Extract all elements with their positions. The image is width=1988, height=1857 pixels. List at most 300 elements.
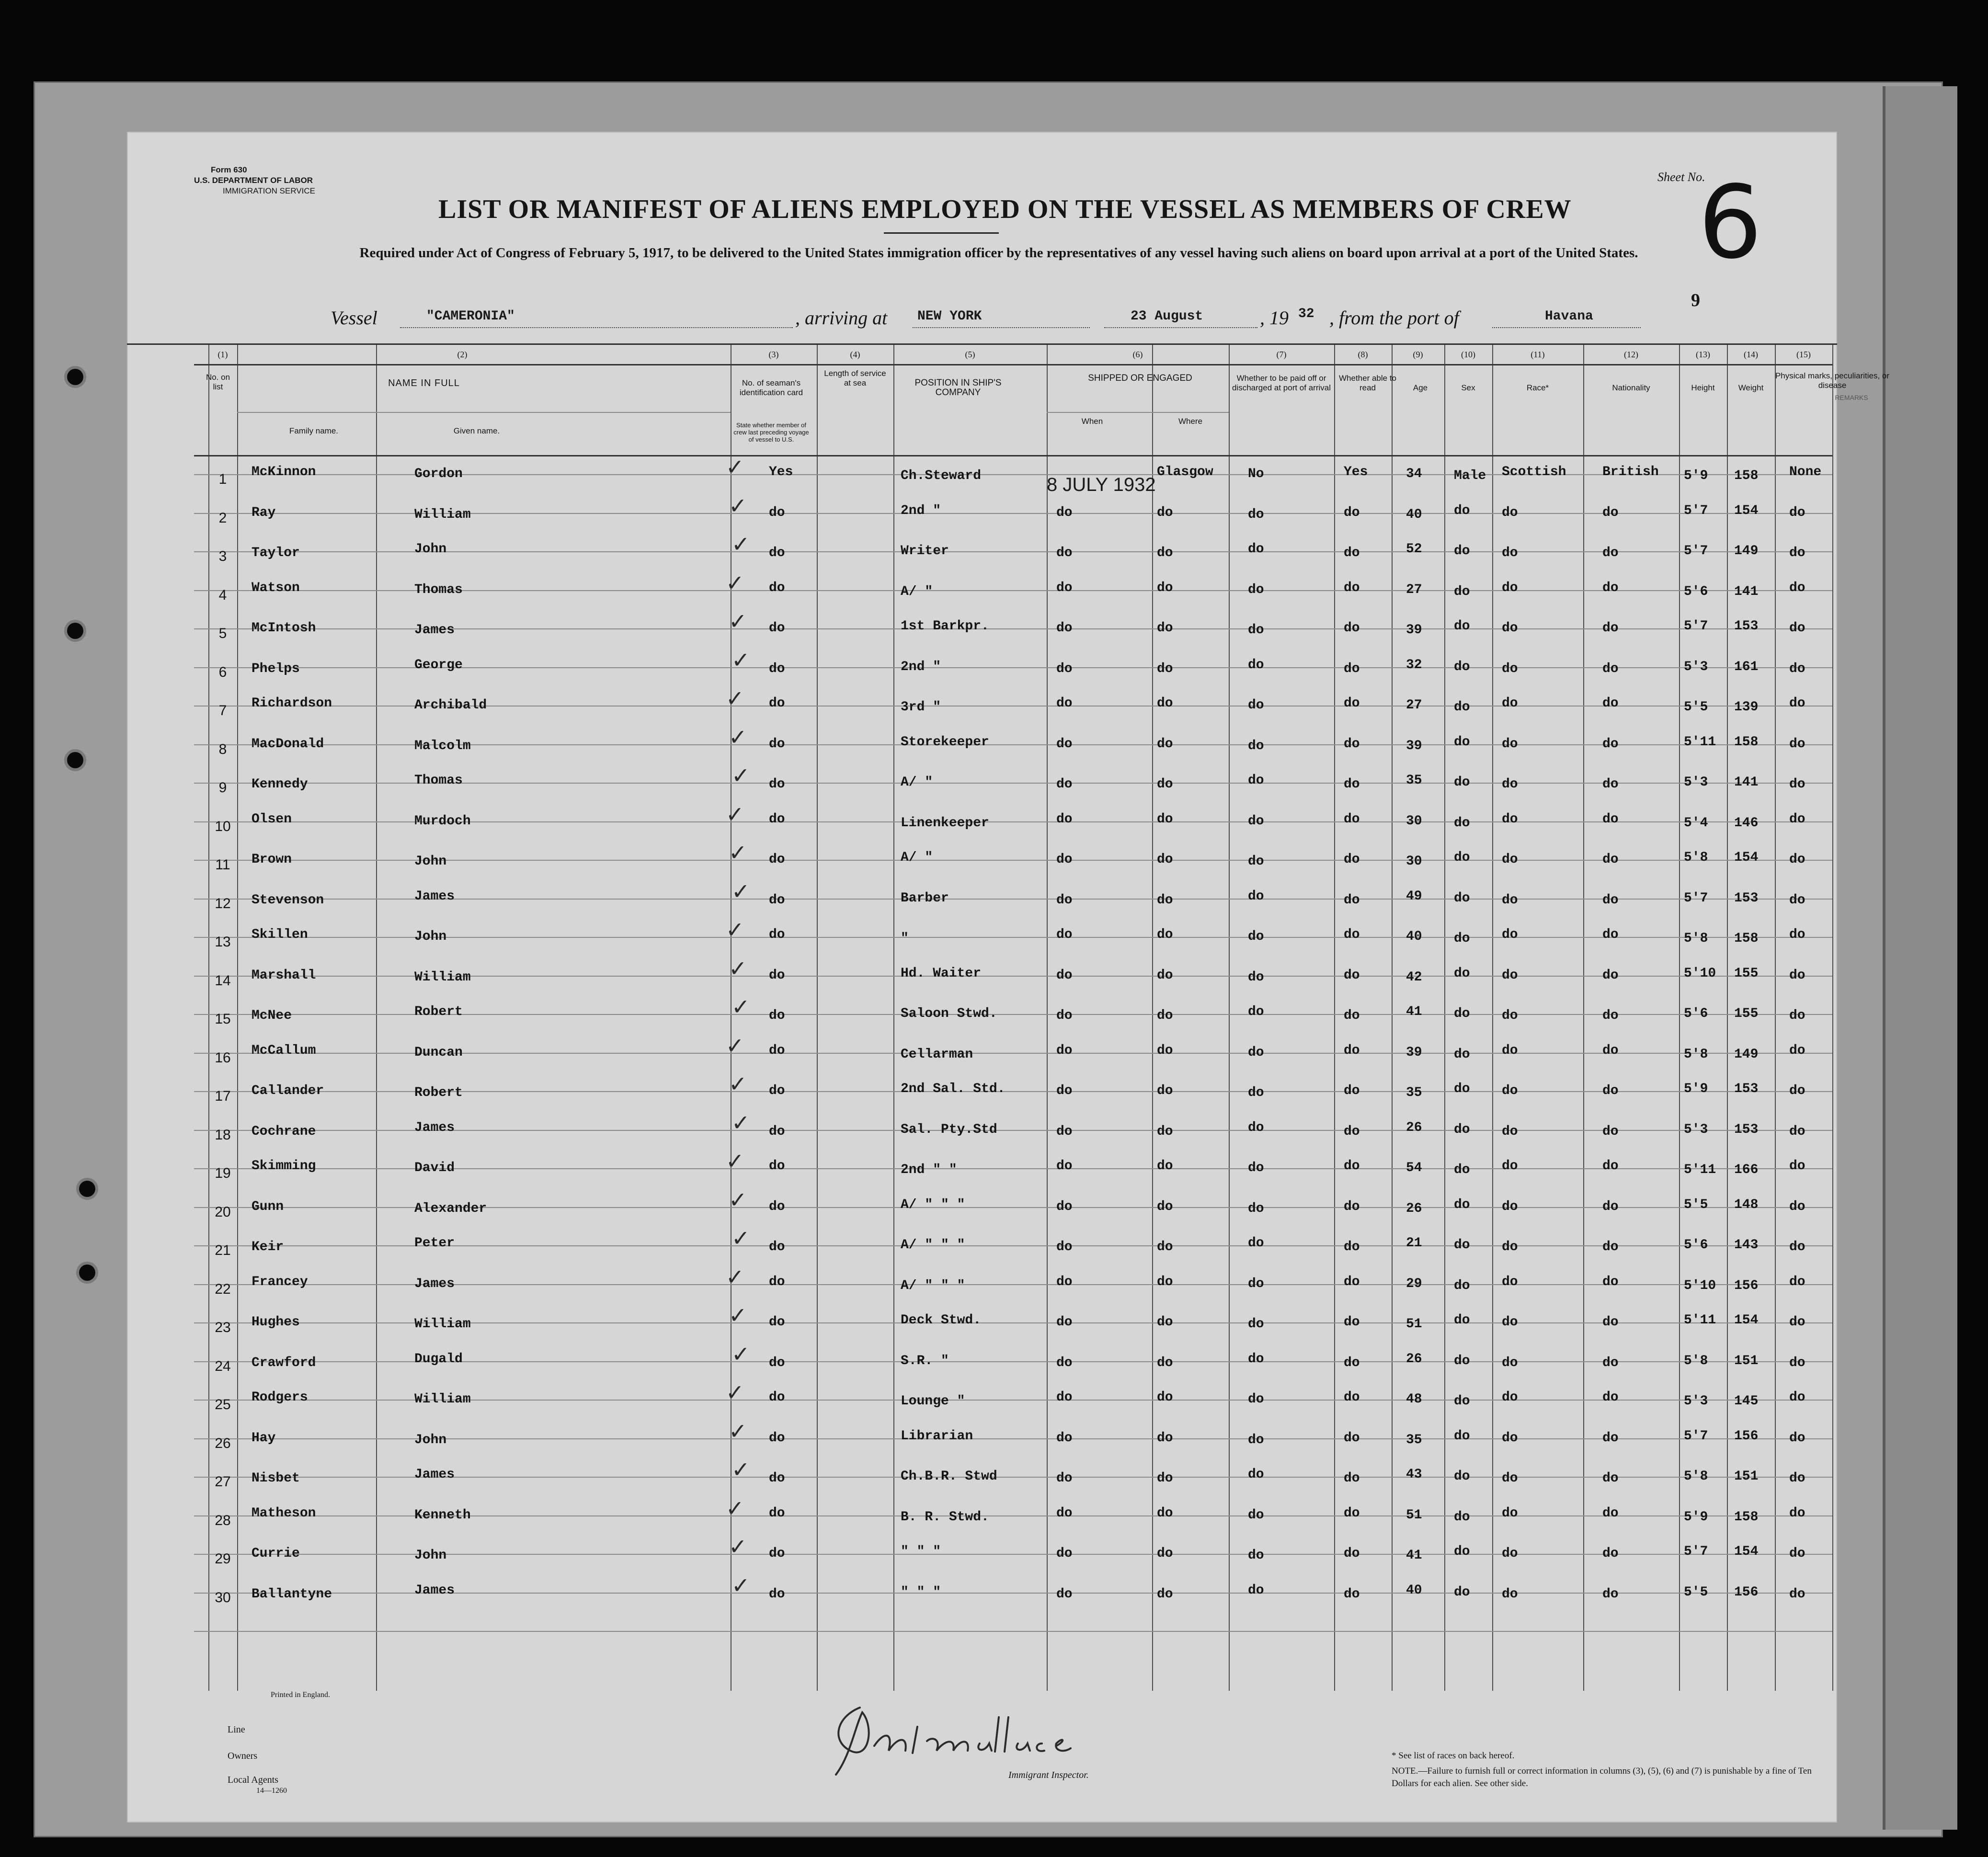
arrival-year: 32 <box>1298 307 1314 321</box>
cell-position: 1st Barkpr. <box>901 619 989 634</box>
cell-family: McCallum <box>251 1043 316 1058</box>
cell-where: do <box>1157 1505 1173 1521</box>
cell-age: 49 <box>1406 889 1422 904</box>
dotted-rule <box>1492 327 1641 328</box>
cell-nat: do <box>1602 1390 1619 1405</box>
col-head-id-card-note: State whether member of crew last preceding voyage of vessel to U.S. <box>733 422 809 443</box>
row-number: 10 <box>215 818 231 834</box>
cell-card: do <box>769 892 785 908</box>
cell-marks: do <box>1789 892 1805 908</box>
cell-race: do <box>1502 1043 1518 1058</box>
cell-when: do <box>1056 580 1073 595</box>
cell-family: Hay <box>251 1430 276 1446</box>
cell-given: Robert <box>414 1085 463 1100</box>
row-number: 27 <box>215 1474 231 1490</box>
cell-position: Deck Stwd. <box>901 1313 982 1328</box>
cell-family: Taylor <box>251 546 300 560</box>
cell-position: A/ " " " <box>901 1278 965 1293</box>
cell-age: 35 <box>1406 1085 1422 1100</box>
check-mark-icon: ✓ <box>729 1418 747 1444</box>
cell-sex: do <box>1454 1544 1470 1559</box>
cell-sex: do <box>1454 815 1470 831</box>
cell-nat: British <box>1602 465 1659 479</box>
column-number: (13) <box>1696 350 1710 359</box>
department-label: U.S. DEPARTMENT OF LABOR <box>194 176 313 185</box>
vessel-name: "CAMERONIA" <box>426 309 515 324</box>
cell-position: Librarian <box>901 1428 973 1444</box>
cell-height: 5'5 <box>1684 1584 1708 1600</box>
cell-given: Gordon <box>414 467 463 481</box>
cell-family: Ray <box>251 505 276 520</box>
cell-weight: 156 <box>1734 1428 1759 1444</box>
cell-weight: 158 <box>1734 734 1759 750</box>
cell-where: do <box>1157 777 1173 792</box>
cell-where: do <box>1157 1471 1173 1486</box>
cell-weight: 154 <box>1734 1544 1759 1559</box>
row-number: 4 <box>218 587 227 603</box>
cell-read: do <box>1344 736 1360 752</box>
cell-age: 54 <box>1406 1161 1422 1175</box>
col-head-remarks: REMARKS <box>1835 394 1868 401</box>
cell-nat: do <box>1602 1505 1619 1521</box>
cell-family: Kennedy <box>251 777 308 792</box>
cell-card: do <box>769 1505 785 1521</box>
cell-where: do <box>1157 852 1173 867</box>
cell-where: do <box>1157 1586 1173 1602</box>
cell-position: A/ " <box>901 850 933 865</box>
cell-weight: 153 <box>1734 1082 1759 1096</box>
cell-age: 27 <box>1406 582 1422 597</box>
cell-position: A/ " <box>901 775 933 790</box>
col-head-nationality: Nationality <box>1612 383 1650 392</box>
cell-given: William <box>414 1392 471 1407</box>
cell-age: 26 <box>1406 1351 1422 1367</box>
cell-nat: do <box>1602 1586 1619 1602</box>
cell-family: Marshall <box>251 968 316 983</box>
cell-read: do <box>1344 1355 1360 1370</box>
cell-nat: do <box>1602 1274 1619 1289</box>
cell-race: do <box>1502 546 1518 560</box>
cell-read: do <box>1344 1008 1360 1023</box>
column-number: (3) <box>768 350 779 359</box>
check-mark-icon: ✓ <box>731 647 750 673</box>
cell-sex: do <box>1454 1162 1470 1177</box>
col-head-no: No. on list <box>206 373 230 391</box>
arriving-label: , arriving at <box>795 307 888 329</box>
cell-card: do <box>769 811 785 827</box>
cell-race: do <box>1502 777 1518 792</box>
cell-paid: do <box>1248 1548 1264 1563</box>
column-number: (12) <box>1624 350 1638 359</box>
cell-age: 30 <box>1406 854 1422 869</box>
header-rule <box>194 455 1832 456</box>
cell-given: Duncan <box>414 1045 463 1060</box>
check-mark-icon: ✓ <box>726 570 744 596</box>
cell-position: Lounge " <box>901 1394 965 1409</box>
cell-paid: do <box>1248 542 1264 557</box>
cell-card: do <box>769 696 785 711</box>
cell-paid: do <box>1248 1432 1264 1447</box>
cell-family: Matheson <box>251 1505 316 1521</box>
from-port-label: , from the port of <box>1329 307 1459 329</box>
cell-race: do <box>1502 505 1518 520</box>
cell-position: A/ " <box>901 584 933 599</box>
dotted-rule <box>400 327 793 328</box>
cell-read: do <box>1344 1274 1360 1289</box>
cell-sex: do <box>1454 503 1470 518</box>
cell-card: do <box>769 736 785 752</box>
cell-nat: do <box>1602 580 1619 595</box>
cell-card: do <box>769 1043 785 1058</box>
col-head-sex: Sex <box>1461 383 1475 392</box>
cell-sex: do <box>1454 619 1470 634</box>
cell-when: do <box>1056 1083 1073 1098</box>
check-mark-icon: ✓ <box>731 1457 750 1482</box>
cell-paid: do <box>1248 1045 1264 1060</box>
cell-card: do <box>769 777 785 792</box>
column-rule <box>1392 345 1393 1691</box>
cell-race: do <box>1502 811 1518 827</box>
printed-note: Printed in England. <box>271 1691 330 1699</box>
cell-marks: do <box>1789 696 1805 711</box>
row-number: 29 <box>215 1551 231 1567</box>
cell-card: do <box>769 1159 785 1173</box>
crew-table <box>194 345 1890 1686</box>
cell-given: Robert <box>414 1004 463 1019</box>
race-note: * See list of races on back hereof. <box>1392 1751 1515 1761</box>
cell-read: do <box>1344 1471 1360 1486</box>
cell-where: do <box>1157 621 1173 636</box>
cell-family: Crawford <box>251 1355 316 1370</box>
cell-race: do <box>1502 1315 1518 1330</box>
column-number: (14) <box>1744 350 1758 359</box>
cell-sex: do <box>1454 890 1470 906</box>
cell-card: do <box>769 1240 785 1254</box>
row-number: 7 <box>218 703 227 718</box>
date-stamp: 8 JULY 1932 <box>1047 474 1156 495</box>
cell-paid: do <box>1248 623 1264 638</box>
service-label: IMMIGRATION SERVICE <box>223 186 316 195</box>
cell-card: do <box>769 1008 785 1023</box>
cell-race: do <box>1502 580 1518 595</box>
cell-when: do <box>1056 696 1073 711</box>
cell-weight: 154 <box>1734 1313 1759 1328</box>
cell-height: 5'9 <box>1684 1509 1708 1525</box>
cell-read: do <box>1344 968 1360 983</box>
cell-race: do <box>1502 1505 1518 1521</box>
cell-weight: 148 <box>1734 1197 1759 1212</box>
cell-where: do <box>1157 892 1173 908</box>
cell-given: John <box>414 929 447 944</box>
cell-height: 5'8 <box>1684 1047 1708 1062</box>
cell-read: do <box>1344 621 1360 636</box>
column-rule <box>1832 345 1833 1691</box>
column-rule <box>817 345 818 1691</box>
col-head-name: NAME IN FULL <box>388 378 460 388</box>
cell-race: do <box>1502 968 1518 983</box>
cell-weight: 153 <box>1734 619 1759 634</box>
cell-given: Malcolm <box>414 738 471 753</box>
check-mark-icon: ✓ <box>726 1264 744 1290</box>
year-prefix: , 19 <box>1260 307 1289 329</box>
cell-age: 51 <box>1406 1507 1422 1523</box>
row-number: 8 <box>218 741 227 757</box>
cell-weight: 161 <box>1734 659 1759 674</box>
cell-age: 21 <box>1406 1236 1422 1251</box>
row-number: 11 <box>215 857 230 873</box>
cell-when: do <box>1056 1124 1073 1139</box>
row-number: 21 <box>215 1242 231 1258</box>
cell-sex: do <box>1454 1394 1470 1409</box>
column-number: (7) <box>1276 350 1287 359</box>
cell-sex: do <box>1454 1428 1470 1444</box>
cell-given: William <box>414 507 471 522</box>
cell-weight: 141 <box>1734 584 1759 599</box>
column-rule <box>376 345 377 1691</box>
row-number: 9 <box>218 780 227 796</box>
cell-read: do <box>1344 1390 1360 1405</box>
cell-paid: do <box>1248 582 1264 597</box>
cell-weight: 155 <box>1734 1006 1759 1021</box>
cell-when: do <box>1056 927 1073 942</box>
cell-read: do <box>1344 1240 1360 1254</box>
cell-nat: do <box>1602 852 1619 867</box>
cell-weight: 149 <box>1734 1047 1759 1062</box>
check-mark-icon: ✓ <box>726 454 744 480</box>
cell-read: do <box>1344 1043 1360 1058</box>
cell-position: " <box>901 931 909 946</box>
cell-where: do <box>1157 1083 1173 1098</box>
cell-nat: do <box>1602 1043 1619 1058</box>
row-number: 16 <box>215 1049 231 1066</box>
cell-sex: do <box>1454 734 1470 750</box>
cell-marks: do <box>1789 1008 1805 1023</box>
cell-when: do <box>1056 1315 1073 1330</box>
column-number: (6) <box>1132 350 1143 359</box>
cell-nat: do <box>1602 1315 1619 1330</box>
cell-nat: do <box>1602 968 1619 983</box>
cell-read: do <box>1344 1315 1360 1330</box>
check-mark-icon: ✓ <box>729 1302 747 1328</box>
cell-read: do <box>1344 1124 1360 1139</box>
cell-sex: do <box>1454 1047 1470 1062</box>
cell-card: do <box>769 927 785 942</box>
cell-when: do <box>1056 546 1073 560</box>
cell-sex: do <box>1454 659 1470 674</box>
cell-race: do <box>1502 1546 1518 1561</box>
cell-read: do <box>1344 1199 1360 1214</box>
col-head-height: Height <box>1691 383 1715 392</box>
cell-nat: do <box>1602 1355 1619 1370</box>
row-number: 22 <box>215 1281 231 1297</box>
arrival-port: NEW YORK <box>917 309 982 324</box>
cell-race: do <box>1502 1430 1518 1446</box>
cell-height: 5'7 <box>1684 1428 1708 1444</box>
cell-read: do <box>1344 1546 1360 1561</box>
cell-marks: do <box>1789 621 1805 636</box>
column-number: (10) <box>1461 350 1475 359</box>
cell-race: do <box>1502 1240 1518 1254</box>
cell-age: 41 <box>1406 1004 1422 1019</box>
check-mark-icon: ✓ <box>731 1109 750 1136</box>
cell-height: 5'7 <box>1684 619 1708 634</box>
cell-marks: do <box>1789 852 1805 867</box>
cell-family: McIntosh <box>251 621 316 636</box>
cell-nat: do <box>1602 621 1619 636</box>
cell-read: do <box>1344 777 1360 792</box>
cell-position: " " " <box>901 1584 941 1600</box>
cell-height: 5'7 <box>1684 544 1708 558</box>
cell-height: 5'7 <box>1684 890 1708 906</box>
column-rule <box>1775 345 1776 1691</box>
cell-read: do <box>1344 1586 1360 1602</box>
column-number: (11) <box>1531 350 1545 359</box>
cell-nat: do <box>1602 661 1619 676</box>
cell-race: do <box>1502 1586 1518 1602</box>
owners-label: Owners <box>228 1751 258 1761</box>
cell-marks: do <box>1789 811 1805 827</box>
cell-race: do <box>1502 1159 1518 1173</box>
cell-paid: do <box>1248 1583 1264 1598</box>
cell-weight: 158 <box>1734 931 1759 946</box>
cell-when: do <box>1056 736 1073 752</box>
cell-paid: do <box>1248 854 1264 869</box>
cell-age: 48 <box>1406 1392 1422 1407</box>
row-rule <box>194 1631 1832 1632</box>
row-number: 30 <box>215 1589 231 1606</box>
cell-marks: do <box>1789 1240 1805 1254</box>
cell-when: do <box>1056 1390 1073 1405</box>
cell-marks: do <box>1789 546 1805 560</box>
cell-sex: do <box>1454 850 1470 865</box>
cell-read: do <box>1344 1083 1360 1098</box>
col-head-read: Whether able to read <box>1339 374 1397 392</box>
cell-age: 32 <box>1406 657 1422 672</box>
cell-read: do <box>1344 696 1360 711</box>
cell-sex: do <box>1454 1006 1470 1021</box>
cell-paid: do <box>1248 1236 1264 1251</box>
cell-where: do <box>1157 1315 1173 1330</box>
column-rule <box>1047 345 1048 1691</box>
cell-sex: do <box>1454 1353 1470 1368</box>
line-label: Line <box>228 1724 245 1735</box>
arrival-date: 23 August <box>1131 309 1203 324</box>
cell-when: do <box>1056 777 1073 792</box>
cell-age: 43 <box>1406 1467 1422 1482</box>
row-number: 20 <box>215 1204 231 1220</box>
cell-where: do <box>1157 1355 1173 1370</box>
cell-where: do <box>1157 968 1173 983</box>
cell-when: do <box>1056 1505 1073 1521</box>
cell-marks: do <box>1789 1315 1805 1330</box>
check-mark-icon: ✓ <box>729 492 747 519</box>
cell-height: 5'8 <box>1684 1353 1708 1368</box>
cell-card: do <box>769 1355 785 1370</box>
check-mark-icon: ✓ <box>726 1495 744 1521</box>
cell-age: 52 <box>1406 542 1422 557</box>
column-number: (5) <box>965 350 975 359</box>
cell-race: do <box>1502 661 1518 676</box>
agents-label: Local Agents <box>228 1775 279 1785</box>
cell-given: John <box>414 1548 447 1563</box>
cell-family: Stevenson <box>251 892 324 908</box>
check-mark-icon: ✓ <box>729 1534 747 1560</box>
cell-family: Francey <box>251 1274 308 1289</box>
cell-marks: do <box>1789 1355 1805 1370</box>
punch-hole <box>79 1181 95 1197</box>
cell-card: do <box>769 505 785 520</box>
cell-family: Keir <box>251 1240 284 1254</box>
cell-race: do <box>1502 1471 1518 1486</box>
cell-race: do <box>1502 1124 1518 1139</box>
cell-where: do <box>1157 696 1173 711</box>
row-number: 18 <box>215 1127 231 1143</box>
cell-age: 30 <box>1406 813 1422 829</box>
cell-race: do <box>1502 892 1518 908</box>
row-number: 23 <box>215 1320 231 1335</box>
cell-sex: do <box>1454 1197 1470 1212</box>
cell-weight: 154 <box>1734 850 1759 865</box>
column-rule <box>237 345 238 1691</box>
cell-paid: do <box>1248 507 1264 522</box>
column-number: (15) <box>1796 350 1811 359</box>
cell-weight: 156 <box>1734 1278 1759 1293</box>
cell-family: Cochrane <box>251 1124 316 1139</box>
col-head-position: POSITION IN SHIP'S COMPANY <box>914 378 1002 398</box>
cell-where: do <box>1157 811 1173 827</box>
check-mark-icon: ✓ <box>726 917 744 943</box>
cell-age: 40 <box>1406 1583 1422 1598</box>
cell-marks: do <box>1789 1586 1805 1602</box>
cell-race: do <box>1502 1008 1518 1023</box>
cell-card: do <box>769 1199 785 1214</box>
cell-where: do <box>1157 580 1173 595</box>
row-number: 26 <box>215 1435 231 1451</box>
cell-card: do <box>769 1083 785 1098</box>
cell-card: do <box>769 546 785 560</box>
check-mark-icon: ✓ <box>731 531 750 557</box>
cell-where: do <box>1157 1043 1173 1058</box>
cell-weight: 153 <box>1734 1122 1759 1137</box>
cell-position: Linenkeeper <box>901 815 989 831</box>
column-rule <box>1492 345 1493 1691</box>
cell-weight: 166 <box>1734 1162 1759 1177</box>
cell-paid: do <box>1248 1276 1264 1291</box>
cell-height: 5'8 <box>1684 931 1708 946</box>
cell-weight: 155 <box>1734 966 1759 981</box>
cell-family: McKinnon <box>251 465 316 479</box>
cell-nat: do <box>1602 1008 1619 1023</box>
cell-weight: 149 <box>1734 544 1759 558</box>
cell-given: Peter <box>414 1236 455 1251</box>
cell-read: do <box>1344 546 1360 560</box>
cell-nat: do <box>1602 696 1619 711</box>
cell-card: do <box>769 661 785 676</box>
cell-nat: do <box>1602 1240 1619 1254</box>
cell-height: 5'6 <box>1684 1238 1708 1253</box>
cell-race: do <box>1502 1274 1518 1289</box>
check-mark-icon: ✓ <box>729 608 747 634</box>
cell-weight: 151 <box>1734 1353 1759 1368</box>
cell-nat: do <box>1602 546 1619 560</box>
cell-read: do <box>1344 1430 1360 1446</box>
col-head-given: Given name. <box>453 426 500 435</box>
cell-position: Cellarman <box>901 1047 973 1062</box>
page-subtitle: Required under Act of Congress of February 5, 1917, to be delivered to the United States immigration officer by the representatives of any vessel having such aliens on board upon arrival at a port of the United States. <box>359 245 1638 261</box>
cell-weight: 156 <box>1734 1584 1759 1600</box>
check-mark-icon: ✓ <box>729 840 747 866</box>
cell-nat: do <box>1602 811 1619 827</box>
